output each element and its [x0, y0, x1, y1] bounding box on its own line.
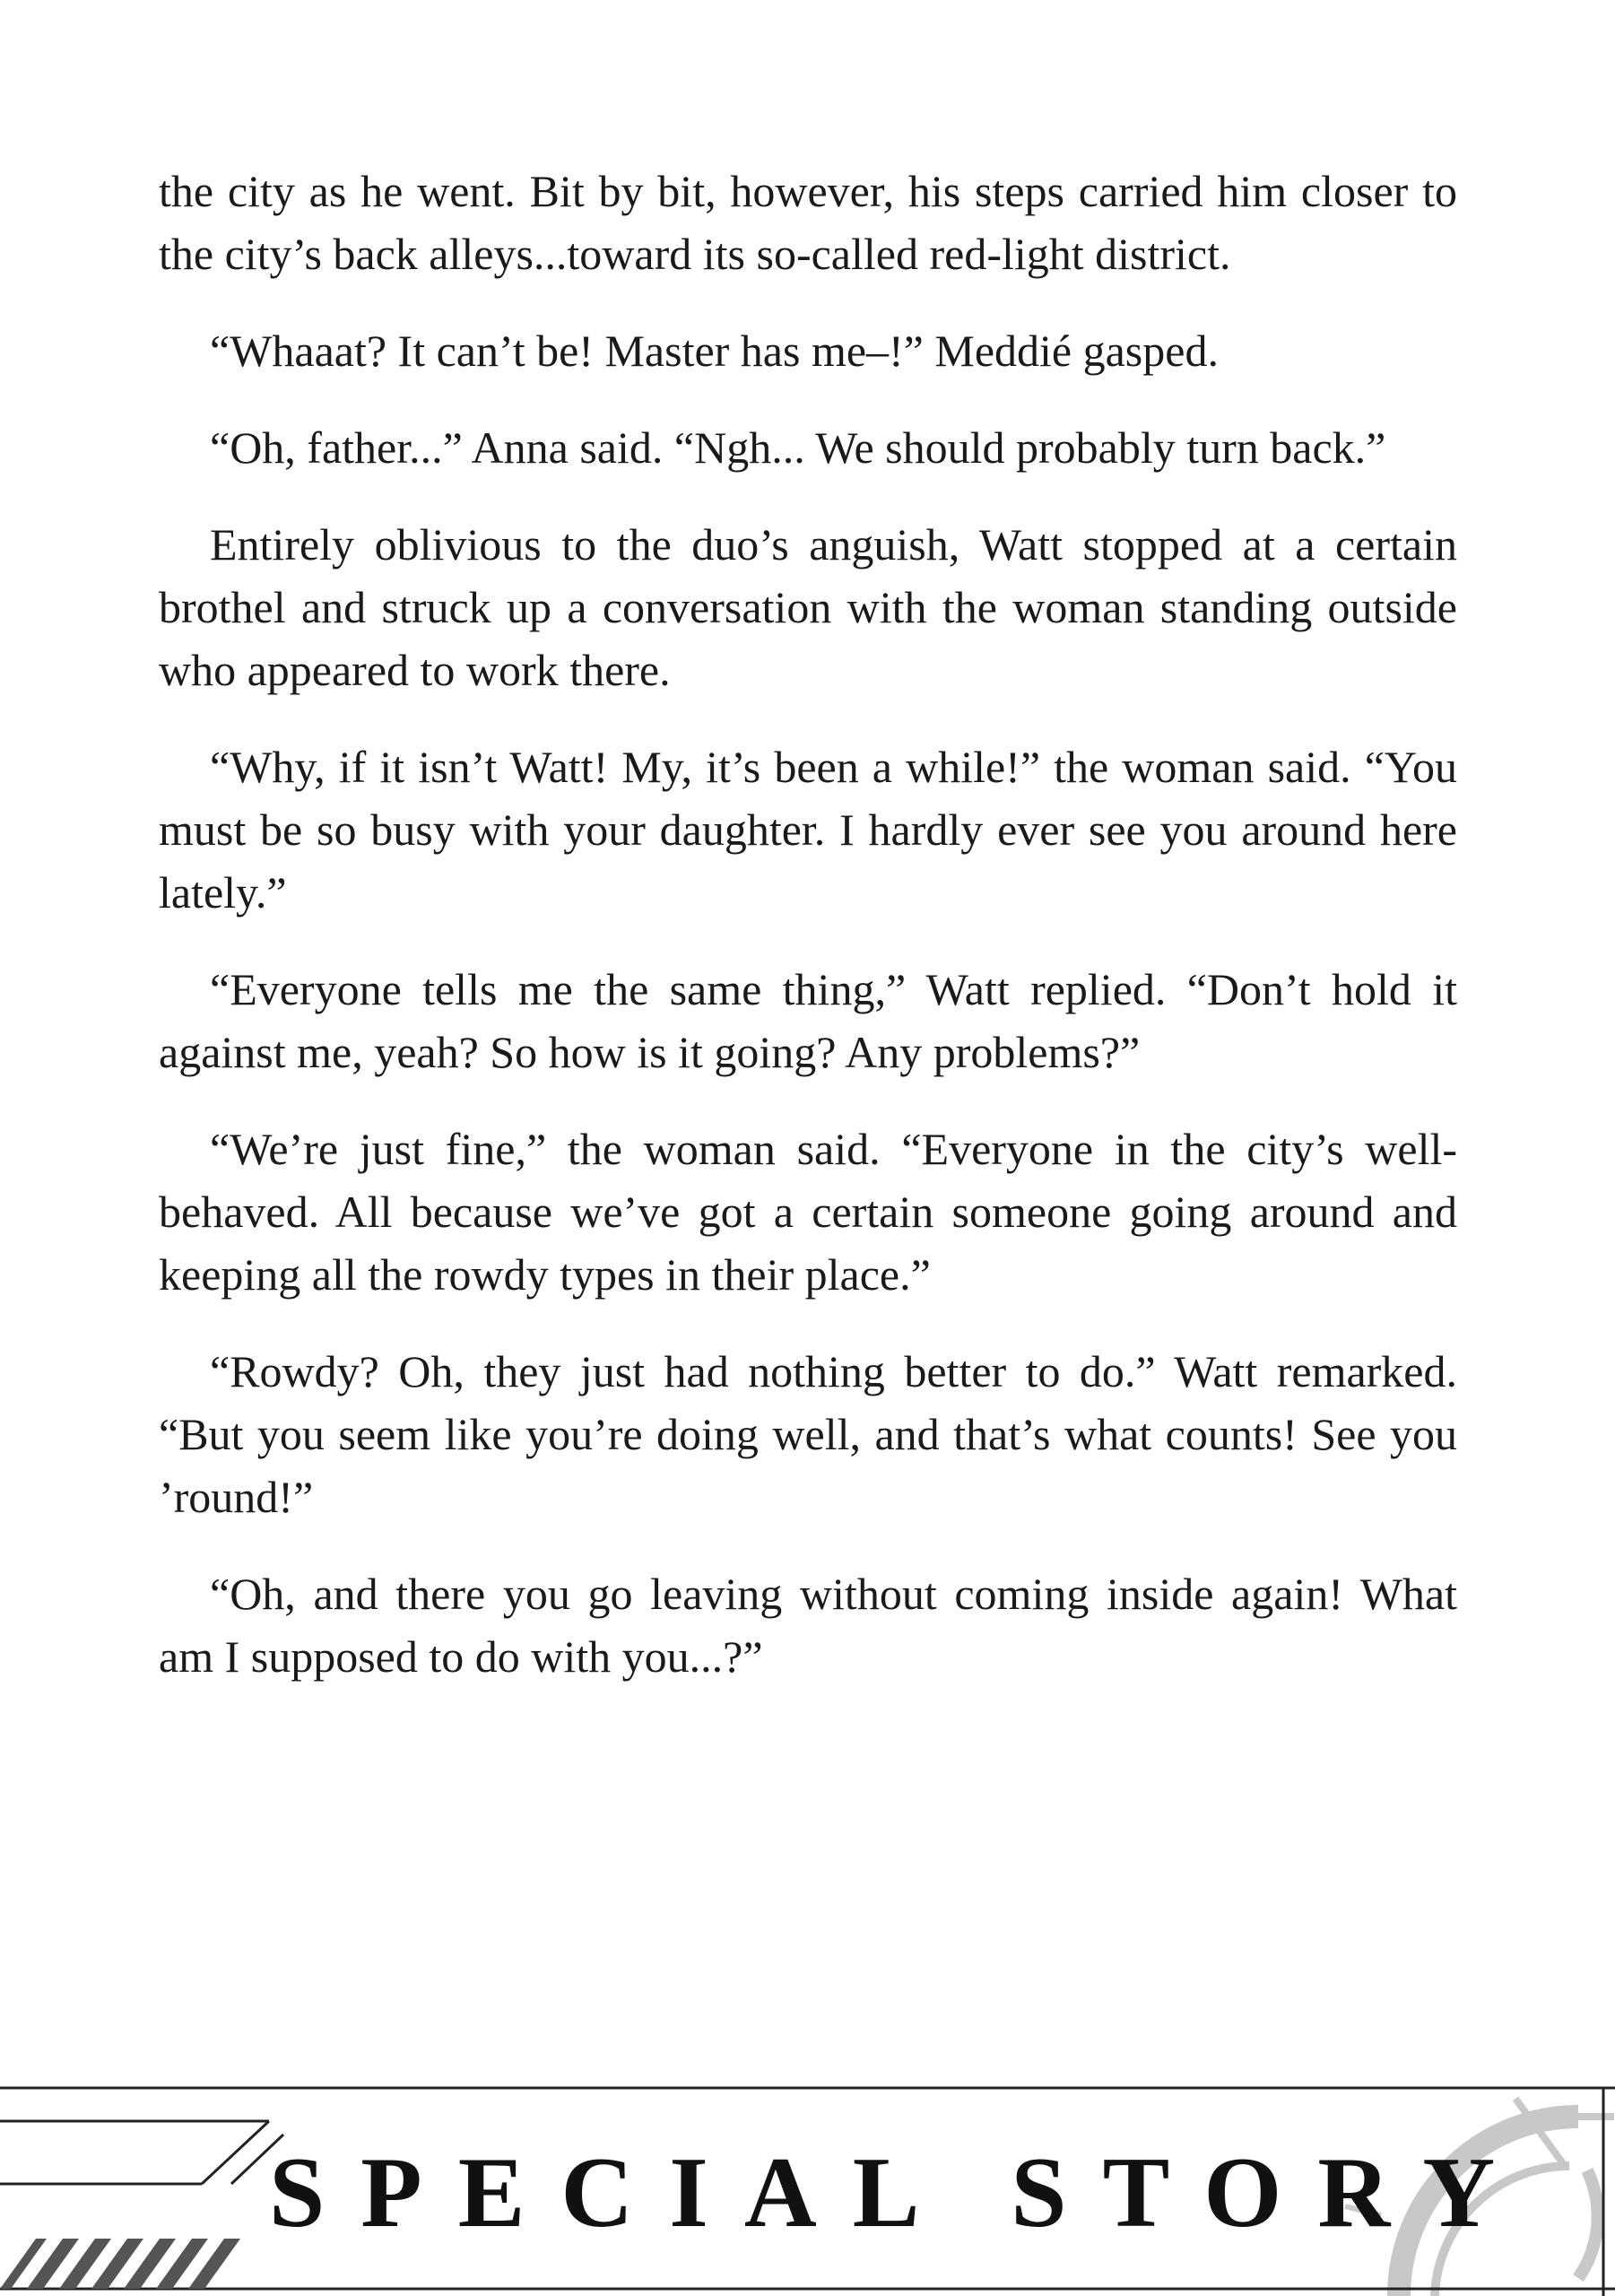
paragraph: “Oh, father...” Anna said. “Ngh... We should probably turn back.” — [210, 422, 1386, 473]
stripes-decoration — [0, 2239, 240, 2289]
paragraph: “Why, if it isn’t Watt! My, it’s been a while!” the woman said. “You must be so busy with your daughter. I hardly ever see you around here lately.” — [159, 742, 1457, 918]
paragraph: “Oh, and there you go leaving without coming inside again! What am I supposed to do with you...?” — [159, 1569, 1457, 1682]
banner-title: SPECIAL STORY — [269, 2137, 1532, 2248]
paragraph: “Everyone tells me the same thing,” Watt replied. “Don’t hold it against me, yeah? So how is it going? Any problems?” — [159, 964, 1457, 1077]
paragraph: “We’re just fine,” the woman said. “Everyone in the city’s well-behaved. All because we’ve got a certain someone going around and keeping all the rowdy types in their place.” — [159, 1124, 1457, 1300]
paragraph: “Whaaat? It can’t be! Master has me–!” Meddié gasped. — [210, 326, 1219, 376]
story-text — [159, 160, 1457, 1722]
paragraph: Entirely oblivious to the duo’s anguish, Watt stopped at a certain brothel and struck up a conversation with the woman standing outside who appeared to work there. — [159, 519, 1457, 695]
paragraph: the city as he went. Bit by bit, however, his steps carried him closer to the city’s back alleys...toward its so-called red-light district. — [159, 166, 1457, 279]
paragraph: “Rowdy? Oh, they just had nothing better to do.” Watt remarked. “But you seem like you’re doing well, and that’s what counts! See you ’round!” — [159, 1346, 1457, 1522]
